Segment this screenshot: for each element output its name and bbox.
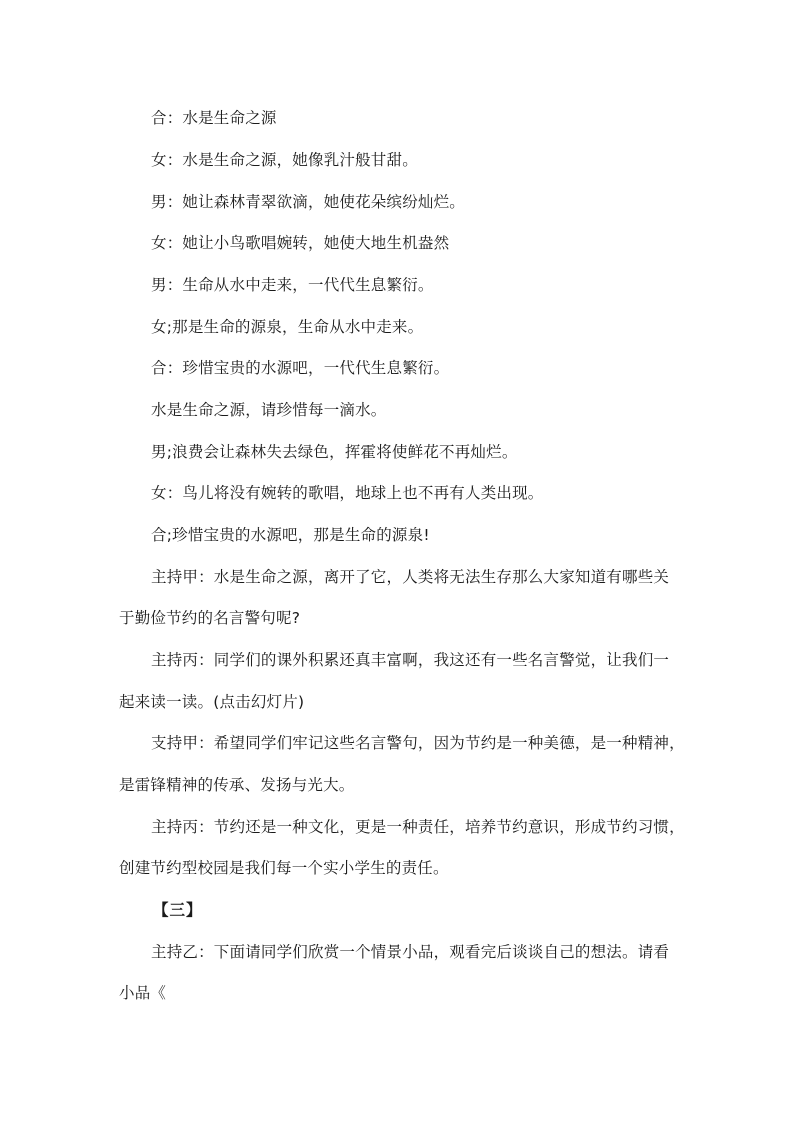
script-line: 主持丙：同学们的课外积累还真丰富啊，我这还有一些名言警觉，让我们一: [151, 651, 670, 669]
script-line-continuation: 小品《: [119, 984, 167, 1002]
script-line: 女：她让小鸟歌唱婉转，她使大地生机盎然: [151, 234, 450, 252]
script-line-continuation: 于勤俭节约的名言警句呢?: [119, 609, 301, 627]
script-line: 水是生命之源，请珍惜每一滴水。: [151, 401, 387, 419]
script-line-continuation: 起来读一读。(点击幻灯片): [119, 693, 305, 711]
script-line: 女：水是生命之源，她像乳汁般甘甜。: [151, 151, 418, 169]
script-line: 合：水是生命之源: [151, 109, 277, 127]
script-line-continuation: 是雷锋精神的传承、发扬与光大。: [119, 776, 355, 794]
script-line: 男：她让森林青翠欲滴，她使花朵缤纷灿烂。: [151, 193, 466, 211]
script-line: 主持甲：水是生命之源，离开了它，人类将无法生存那么大家知道有哪些关: [151, 568, 670, 586]
script-line: 男：生命从水中走来，一代代生息繁衍。: [151, 276, 434, 294]
script-line: 主持丙：节约还是一种文化，更是一种责任，培养节约意识，形成节约习惯，: [151, 818, 685, 836]
script-line: 合：珍惜宝贵的水源吧，一代代生息繁衍。: [151, 359, 450, 377]
script-line: 女;那是生命的源泉，生命从水中走来。: [151, 318, 424, 336]
script-line: 女：鸟儿将没有婉转的歌唱，地球上也不再有人类出现。: [151, 484, 544, 502]
script-line-continuation: 创建节约型校园是我们每一个实小学生的责任。: [119, 859, 449, 877]
script-line: 主持乙：下面请同学们欣赏一个情景小品，观看完后谈谈自己的想法。请看: [151, 943, 670, 961]
script-line: 支持甲：希望同学们牢记这些名言警句，因为节约是一种美德，是一种精神，: [151, 734, 685, 752]
script-line: 男;浪费会让森林失去绿色，挥霍将使鲜花不再灿烂。: [151, 443, 518, 461]
section-heading: 【三】: [153, 901, 203, 919]
script-line: 合;珍惜宝贵的水源吧，那是生命的源泉!: [151, 526, 430, 544]
